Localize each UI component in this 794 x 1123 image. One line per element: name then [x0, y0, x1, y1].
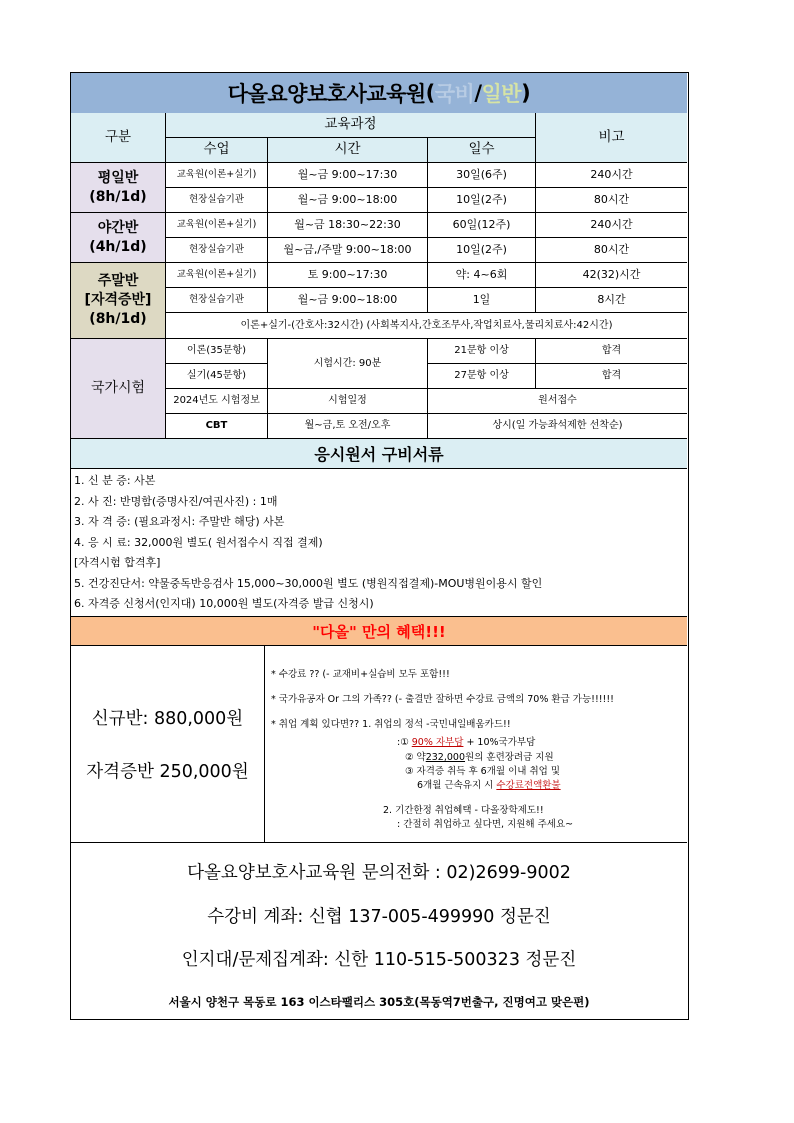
benefits-title: "다올" 만의 혜택!!! — [71, 617, 687, 646]
exam-time: 시험시간: 90분 — [268, 339, 428, 389]
weekend-row2-time: 월~금 9:00~18:00 — [268, 288, 428, 313]
weekend-row1-remarks: 42(32)시간 — [536, 263, 687, 288]
docs-list — [71, 469, 687, 617]
header-category: 구분 — [71, 113, 166, 163]
page-title — [71, 73, 687, 114]
exam-cbt-time: 월~금,토 오전/오후 — [268, 414, 428, 439]
weekday-row2-days: 10일(2주) — [428, 188, 536, 213]
header-time: 시간 — [268, 138, 428, 163]
evening-row1-class: 교육원(이론+실기) — [166, 213, 268, 238]
evening-row2-class: 현장실습기관 — [166, 238, 268, 263]
weekend-row2-remarks: 8시간 — [536, 288, 687, 313]
benefit-line-7 — [417, 777, 561, 791]
exam-pass-2: 합격 — [536, 364, 687, 389]
docs-item: 1. 신 분 증: 사본 — [74, 474, 156, 487]
evening-row1-remarks: 240시간 — [536, 213, 687, 238]
benefit-line-5-prefix: ② 약 — [405, 752, 426, 763]
benefit-line-2: * 국가유공자 Or 그의 가족?? (- 출결만 잘하면 수강료 금액의 70% 환급 가능!!!!!! — [271, 694, 614, 705]
benefit-line-4-red: 90% 자부담 — [411, 737, 464, 748]
benefit-line-5 — [405, 749, 554, 763]
header-class: 수업 — [166, 138, 268, 163]
benefit-line-7-prefix: 6개월 근속유지 시 — [417, 780, 494, 791]
weekend-row1-class: 교육원(이론+실기) — [166, 263, 268, 288]
weekend-label-2: [자격증반] — [84, 292, 152, 309]
benefit-line-6: ③ 자격증 취득 후 6개월 이내 취업 및 — [405, 766, 561, 777]
benefit-line-5-amount: 232,000 — [425, 752, 466, 763]
docs-item: 4. 응 시 료: 32,000원 별도( 원서접수시 직접 결제) — [74, 535, 323, 549]
footer — [71, 843, 687, 1019]
exam-application: 원서접수 — [428, 389, 687, 414]
benefit-line-4 — [397, 734, 535, 748]
exam-practical: 실기(45문항) — [166, 364, 268, 389]
weekend-row1-days: 약: 4~6회 — [428, 263, 536, 288]
evening-row1-time: 월~금 18:30~22:30 — [268, 213, 428, 238]
benefit-line-4-suffix: + 10%국가부담 — [466, 737, 536, 748]
evening-label-1: 야간반 — [97, 219, 139, 236]
docs-item: 3. 자 격 증: (필요과정시: 주말반 해당) 사본 — [74, 515, 285, 528]
docs-item: [자격시험 합격후] — [74, 556, 161, 569]
exam-theory-pass: 21문항 이상 — [428, 339, 536, 364]
exam-schedule-info: 2024년도 시험정보 — [166, 389, 268, 414]
weekday-row1-days: 30일(6주) — [428, 163, 536, 188]
weekend-note: 이론+실기-(간호사:32시간) (사회복지사,간호조무사,작업치료사,물리치료사:42시간) — [166, 313, 687, 339]
weekend-label — [71, 263, 166, 339]
title-close: ) — [521, 81, 531, 105]
weekday-row1-time: 월~금 9:00~17:30 — [268, 163, 428, 188]
weekday-row2-remarks: 80시간 — [536, 188, 687, 213]
benefit-details — [265, 646, 687, 843]
exam-theory: 이론(35문항) — [166, 339, 268, 364]
benefit-line-7-red: 수강료전액환불 — [496, 780, 561, 791]
weekday-row1-class: 교육원(이론+실기) — [166, 163, 268, 188]
evening-label — [71, 213, 166, 263]
exam-cbt-note: 상시(일 가능좌석제한 선착순) — [428, 414, 687, 439]
weekday-label-1: 평일반 — [97, 169, 139, 186]
evening-row1-days: 60일(12주) — [428, 213, 536, 238]
footer-account-tuition: 수강비 계좌: 신협 137-005-499990 정문진 — [207, 907, 551, 927]
docs-item: 6. 자격증 신청서(인지대) 10,000원 별도(자격증 발급 신청시) — [74, 597, 374, 610]
title-prefix: 다올요양보호사교육원 — [227, 82, 426, 106]
title-gukbi: 국비 — [434, 82, 475, 106]
title-ilban: 일반 — [481, 82, 522, 106]
weekday-row2-class: 현장실습기관 — [166, 188, 268, 213]
weekend-row2-class: 현장실습기관 — [166, 288, 268, 313]
weekday-row2-time: 월~금 9:00~18:00 — [268, 188, 428, 213]
exam-schedule: 시험일정 — [268, 389, 428, 414]
exam-label: 국가시험 — [71, 339, 166, 439]
footer-address: 서울시 양천구 목동로 163 이스타팰리스 305호(목동역7번출구, 진명여고 맞은편) — [168, 995, 590, 1009]
evening-row2-remarks: 80시간 — [536, 238, 687, 263]
benefit-line-5-suffix: 원의 훈련장려금 지원 — [465, 752, 554, 763]
benefit-line-8: 2. 기간한정 취업혜택 - 다올장학제도!! — [383, 805, 544, 816]
header-course: 교육과정 — [166, 113, 536, 138]
exam-cbt: CBT — [166, 414, 268, 439]
tuition-new-class: 신규반: 880,000원 — [91, 709, 244, 729]
benefit-line-1: * 수강료 ?? (- 교재비+실습비 모두 포함!!! — [271, 669, 450, 680]
evening-label-2: (4h/1d) — [89, 238, 147, 255]
benefit-line-9: : 간절히 취업하고 싶다면, 지원해 주세요~ — [397, 819, 574, 830]
benefit-line-4-prefix: :① — [397, 737, 409, 748]
weekend-label-3: (8h/1d) — [89, 310, 147, 327]
footer-phone: 다올요양보호사교육원 문의전화 : 02)2699-9002 — [187, 863, 571, 883]
title-slash: / — [474, 81, 482, 105]
weekday-row1-remarks: 240시간 — [536, 163, 687, 188]
exam-pass-1: 합격 — [536, 339, 687, 364]
header-days: 일수 — [428, 138, 536, 163]
weekend-row2-days: 1일 — [428, 288, 536, 313]
document — [70, 72, 689, 1020]
weekend-label-1: 주말반 — [97, 273, 139, 290]
docs-item: 2. 사 진: 반명함(증명사진/여권사진) : 1매 — [74, 494, 278, 508]
title-open: ( — [425, 81, 435, 105]
weekday-label-2: (8h/1d) — [89, 188, 147, 205]
evening-row2-days: 10일(2주) — [428, 238, 536, 263]
tuition-cert-class: 자격증반 250,000원 — [86, 762, 249, 782]
weekend-row1-time: 토 9:00~17:30 — [268, 263, 428, 288]
benefit-line-3: * 취업 계획 있다면?? 1. 취업의 정석 -국민내일배움카드!! — [271, 719, 511, 730]
exam-practical-pass: 27문항 이상 — [428, 364, 536, 389]
weekday-label — [71, 163, 166, 213]
tuition-box — [71, 646, 265, 843]
docs-title: 응시원서 구비서류 — [71, 439, 687, 469]
footer-account-stamp: 인지대/문제집계좌: 신한 110-515-500323 정문진 — [181, 950, 577, 970]
header-remarks: 비고 — [536, 113, 687, 163]
docs-item: 5. 건강진단서: 약물중독반응검사 15,000~30,000원 별도 (병원직접결제)-MOU병원이용시 할인 — [74, 576, 543, 590]
evening-row2-time: 월~금,/주말 9:00~18:00 — [268, 238, 428, 263]
